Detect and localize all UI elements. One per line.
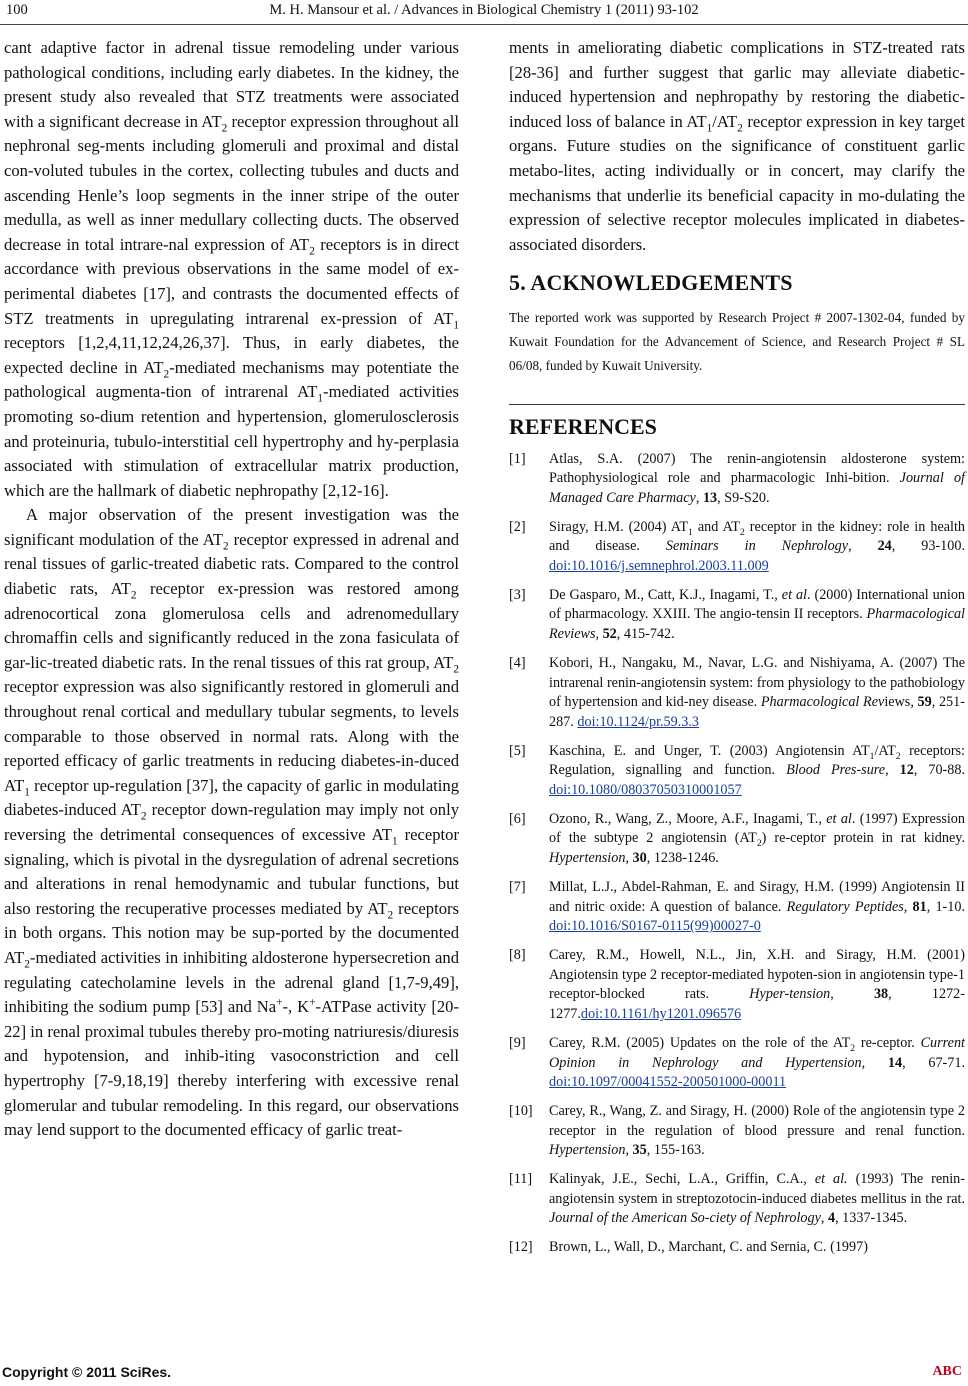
running-header	[0, 2, 968, 24]
reference-item: [10] Carey, R., Wang, Z. and Siragy, H. (2000) Role of the angiotensin type 2 receptor in the regulation of blood pressure and renal function. Hypertension, 35, 155-163.	[509, 1102, 965, 1159]
paragraph: A major observation of the present investigation was the significant modulation of the $AT_2$ receptor expressed in adrenal and renal tissues of garlic-treated diabetic rats. Compared to the control diabetic rats, $AT_2$ receptor ex-pression was restored among adrenocortical zona glomerulosa cells and adrenomedullary chromaffin cells and significantly reduced in the zona fasiculata of gar-lic-treated diabetic rats. In the renal tissues of this rat group, $AT_2$ receptor expression was also significantly restored in glomeruli and throughout renal cortical and medullary tubular segments, to levels comparable to those observed in normal rats. Along with the reported efficacy of garlic treatments in reducing diabetes-in-duced $AT_1$ receptor up-regulation [37], the capacity of garlic in modulating diabetes-induced $AT_2$ receptor down-regulation may imply not only reversing the detrimental consequences of excessive $AT_1$ receptor signaling, which is pivotal in the dysregulation of adrenal secretions and alterations in renal hemodynamic and tubular functions, but also restoring the recuperative processes mediated by $AT_2$ receptors in both organs. This notion may be sup-ported by the documented $AT_2$-mediated activities in inhibiting aldosterone hypersecretion and regulating catecholamine levels in the adrenal gland [1,7-9,49], inhibiting the sodium pump [53] and Na+-, K+-ATPase activity [20-22] in renal proximal tubules thereby pro-moting natriuresis/diuresis and hypotension, and inhib-iting vasoconstriction and cell hypertrophy [7-9,18,19] thereby interfering with excessive renal glomerular and tubular remodeling. In this regard, our observations may lend support to the documented efficacy of garlic treat-	[4, 505, 459, 1140]
left-column	[4, 36, 459, 1143]
doi-link[interactable]: doi:10.1161/hy1201.096576	[580, 1006, 742, 1023]
reference-item: [9] Carey, R.M. (2005) Updates on the role of the $AT_2$ re-ceptor. Current Opinion in Nephrology and Hypertension, 14, 67-71. doi:10.1097/00041552-200501000-00011	[509, 1034, 965, 1091]
header-rule	[0, 24, 968, 25]
reference-item: [8] Carey, R.M., Howell, N.L., Jin, X.H. and Siragy, H.M. (2001) Angiotensin type 2 receptor-mediated hypoten-sion in angiotensin type-1 receptor-blocked rats. Hyper-tension, 38, 1272-1277.doi:10.1161/hy1201.096576	[509, 947, 966, 1023]
doi-link[interactable]: doi:10.1097/00041552-200501000-00011	[549, 1074, 787, 1091]
reference-item: [1] Atlas, S.A. (2007) The renin-angiotensin aldosterone system: Pathophysiological role and pharmacologic Inhi-bition. Journal of Managed Care Pharmacy, 13, S9-S20.	[509, 450, 965, 506]
acknowledgements-text: The reported work was supported by Research Project # 2007-1302-04, funded by Kuwait Foundation for the Advancement of Science, and Research Project # SL 06/08, funded by Kuwait University.	[509, 309, 965, 373]
section-divider	[509, 404, 965, 405]
right-column	[509, 36, 965, 1267]
doi-link[interactable]: doi:10.1124/pr.59.3.3	[577, 713, 700, 730]
reference-item: [7] Millat, L.J., Abdel-Rahman, E. and Siragy, H.M. (1999) Angiotensin II and nitric oxide: A question of balance. Regulatory Peptides, 81, 1-10. doi:10.1016/S0167-0115(99)00027-0	[509, 878, 965, 935]
journal-badge: ABC	[932, 1364, 962, 1379]
doi-link[interactable]: doi:10.1016/j.semnephrol.2003.11.009	[549, 558, 769, 575]
doi-link[interactable]: doi:10.1080/08037050310001057	[549, 782, 742, 799]
reference-item: [4] Kobori, H., Nangaku, M., Navar, L.G. and Nishiyama, A. (2007) The intrarenal renin-angiotensin system: from physiology to the pathobiology of hypertension and kid-ney disease. Pharmacological Reviews, 59, 251-287. doi:10.1124/pr.59.3.3	[509, 654, 965, 730]
reference-item: [5] Kaschina, E. and Unger, T. (2003) Angiotensin $AT_1/AT_2$ receptors: Regulation, signalling and function. Blood Pres-sure, 12, 70-88. doi:10.1080/08037050310001057	[509, 742, 966, 799]
reference-item: [2] Siragy, H.M. (2004) $AT_1$ and $AT_2$ receptor in the kidney: role in health and disease. Seminars in Nephrology, 24, 93-100. doi:10.1016/j.semnephrol.2003.11.009	[509, 518, 966, 575]
copyright-notice: Copyright © 2011 SciRes.	[2, 1364, 172, 1380]
section-heading-acknowledgements: 5. ACKNOWLEDGEMENTS	[509, 270, 793, 296]
paragraph: ments in ameliorating diabetic complications in STZ-treated rats [28-36] and further suggest that garlic may alleviate diabetic-induced hypertension and nephropathy by restoring the diabetic-induced loss of balance in $AT_1/AT_2$ receptor expression in key target organs. Future studies on the significance of constituent garlic metabo-lites, acting individually or in concert, may clarify the mechanisms that underlie its beneficial capacity in mo-dulating the expression of selective receptor molecules implicated in diabetes-associated disorders.	[509, 38, 965, 254]
page-footer	[0, 1364, 968, 1384]
page-number: 100	[6, 2, 28, 18]
reference-item: [6] Ozono, R., Wang, Z., Moore, A.F., Inagami, T., et al. (1997) Expression of the subtype 2 angiotensin $(AT_2)$ re-ceptor protein in rat kidney. Hypertension, 30, 1238-1246.	[509, 810, 965, 867]
running-title: M. H. Mansour et al. / Advances in Biological Chemistry 1 (2011) 93-102	[269, 2, 699, 18]
doi-link[interactable]: doi:10.1016/S0167-0115(99)00027-0	[549, 918, 761, 935]
reference-list	[509, 450, 965, 1258]
reference-item: [3] De Gasparo, M., Catt, K.J., Inagami, T., et al. (2000) International union of pharmacology. XXIII. The angio-tensin II receptors. Pharmacological Reviews, 52, 415-742.	[509, 586, 966, 643]
reference-item: [12] Brown, L., Wall, D., Marchant, C. and Sernia, C. (1997)	[509, 1239, 868, 1256]
reference-item: [11] Kalinyak, J.E., Sechi, L.A., Griffin, C.A., et al. (1993) The renin-angiotensin system in streptozotocin-induced diabetes mellitus in the rat. Journal of the American So-ciety of Nephrology, 4, 1337-1345.	[509, 1171, 965, 1227]
references-heading: REFERENCES	[509, 413, 657, 439]
paragraph: cant adaptive factor in adrenal tissue remodeling under various pathological conditions, including early diabetes. In the kidney, the present study also revealed that STZ treatments were associated with a significant decrease in $AT_2$ receptor expression throughout all nephronal seg-ments including glomeruli and proximal and distal con-voluted tubules in the cortex, collecting tubules and ducts and ascending Henle’s loop segments in the inner stripe of the outer medulla, as well as inner medullary collecting ducts. The observed decrease in total intrare-nal expression of $AT_2$ receptors is in direct accordance with previous observations in the same model of ex-perimental diabetes [17], and contrasts the documented effects of STZ treatments in upregulating intrarenal ex-pression of $AT_1$ receptors [1,2,4,11,12,24,26,37]. Thus, in early diabetes, the expected decline in $AT_2$-mediated mechanisms may potentiate the pathological augmenta-tion of intrarenal $AT_1$-mediated activities promoting so-dium retention and hypertension, glomerulosclerosis and proteinuria, tubulo-interstitial cell hypertrophy and hy-perplasia associated with stimulation of extracellular matrix production, which are the hallmark of diabetic nephropathy [2,12-16].	[4, 38, 460, 500]
